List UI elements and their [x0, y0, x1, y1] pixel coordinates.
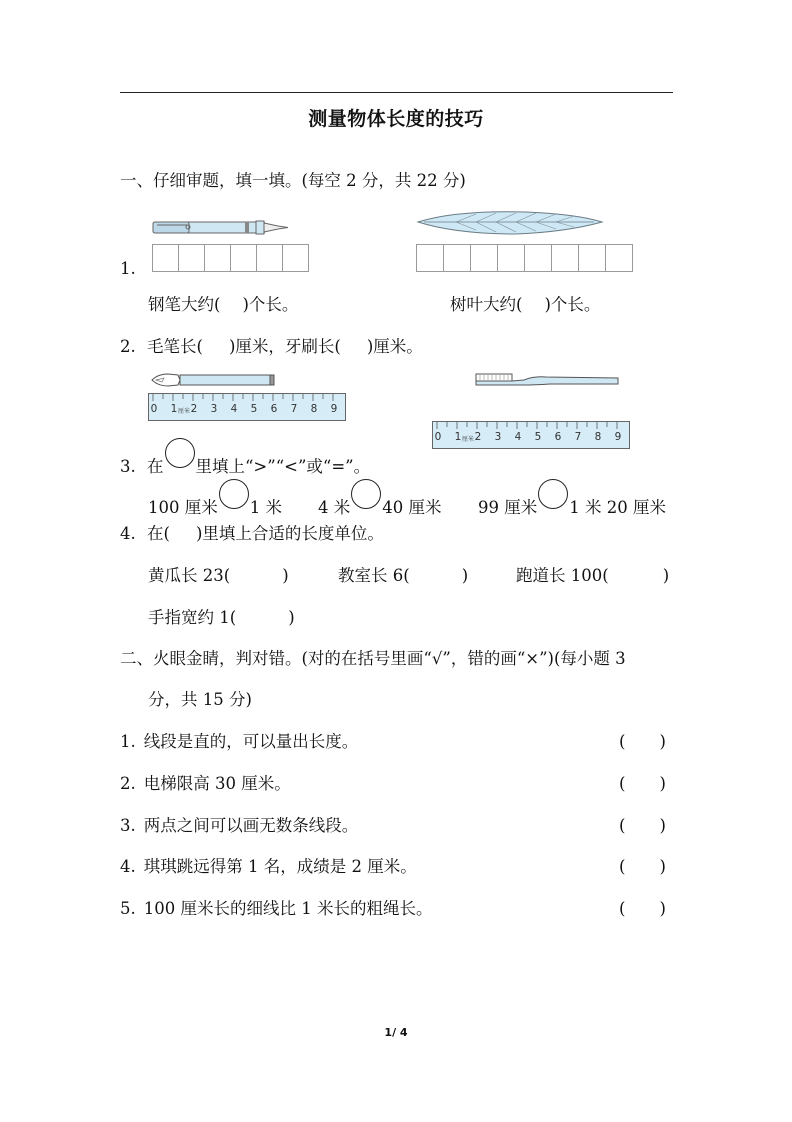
judge-answer-5[interactable]: ( )	[619, 899, 666, 918]
q3-item-2: 4 米 40 厘米	[318, 487, 442, 519]
q4-item-2: 教室长 6( )	[338, 566, 469, 585]
page-title: 测量物体长度的技巧	[308, 108, 484, 130]
brush-pen-icon	[150, 372, 280, 388]
leaf-question-pre: 树叶大约(	[450, 295, 523, 314]
compare-circle[interactable]	[538, 479, 568, 509]
q3-item-1: 100 厘米 1 米	[148, 487, 282, 519]
judge-item-2: 2. 电梯限高 30 厘米。	[120, 774, 291, 793]
q3-number: 3.	[120, 457, 136, 476]
section2-heading-line1: 二、火眼金睛，判对错。(对的在括号里画“√”，错的画“×”)(每小题 3	[120, 649, 626, 668]
grid-cell	[231, 245, 257, 271]
pen-question	[148, 294, 298, 316]
grid-cell	[471, 245, 498, 271]
q2-text-a: 毛笔长(	[147, 337, 203, 356]
judge-answer-4[interactable]: ( )	[619, 857, 666, 876]
leaf-question	[450, 294, 600, 316]
ruler-ticks	[433, 422, 631, 430]
grid-cell	[205, 245, 231, 271]
judge-item-1: 1. 线段是直的，可以量出长度。	[120, 732, 359, 751]
q4-item-4: 手指宽约 1( )	[148, 608, 295, 627]
grid-cell	[417, 245, 444, 271]
grid-cell	[179, 245, 205, 271]
q2-text-b: )厘米，牙刷长(	[228, 337, 341, 356]
grid-cell	[525, 245, 552, 271]
q2-text-c: )厘米。	[366, 337, 423, 356]
judge-answer-3[interactable]: ( )	[619, 816, 666, 835]
pen-question-post: )个长。	[242, 295, 299, 314]
grid-cell	[283, 245, 309, 271]
toothbrush-icon	[474, 372, 622, 388]
fountain-pen-icon	[152, 219, 292, 237]
page-number: 1/ 4	[384, 1026, 408, 1039]
grid-cell	[579, 245, 606, 271]
leaf-grid	[416, 244, 633, 272]
header-rule	[120, 92, 673, 93]
leaf-icon	[416, 208, 606, 238]
grid-cell	[257, 245, 283, 271]
q3-prompt: 3. 在 里填上“>”“<”或“=”。	[120, 446, 370, 478]
pen-grid	[152, 244, 309, 272]
judge-answer-1[interactable]: ( )	[619, 732, 666, 751]
grid-cell	[552, 245, 579, 271]
circle-icon	[165, 438, 195, 468]
judge-item-5: 5. 100 厘米长的细线比 1 米长的粗绳长。	[120, 899, 433, 918]
ruler-ticks	[149, 394, 347, 402]
q2-line	[120, 336, 423, 358]
q1-number: 1.	[120, 259, 136, 278]
leaf-question-post: )个长。	[544, 295, 601, 314]
judge-answer-2[interactable]: ( )	[619, 774, 666, 793]
q4-number: 4.	[120, 524, 136, 543]
q4-item-3: 跑道长 100( )	[516, 566, 670, 585]
ruler-labels: 0 1 厘米 2 3 4 5 6 7 8 9	[434, 431, 622, 443]
pen-question-pre: 钢笔大约(	[148, 295, 221, 314]
grid-cell	[153, 245, 179, 271]
grid-cell	[444, 245, 471, 271]
section2-heading-line2: 分，共 15 分)	[148, 690, 252, 709]
q4-prompt: 4. 在( )里填上合适的长度单位。	[120, 524, 384, 543]
section1-heading: 一、仔细审题，填一填。(每空 2 分，共 22 分)	[120, 171, 466, 190]
judge-item-3: 3. 两点之间可以画无数条线段。	[120, 816, 359, 835]
grid-cell	[606, 245, 633, 271]
ruler-left	[148, 393, 346, 421]
ruler-labels: 0 1 厘米 2 3 4 5 6 7 8 9	[150, 403, 338, 415]
grid-cell	[498, 245, 525, 271]
q2-number: 2.	[120, 337, 136, 356]
compare-circle[interactable]	[351, 479, 381, 509]
ruler-right	[432, 421, 630, 449]
q4-item-1: 黄瓜长 23( )	[148, 566, 289, 585]
compare-circle[interactable]	[219, 479, 249, 509]
judge-item-4: 4. 琪琪跳远得第 1 名，成绩是 2 厘米。	[120, 857, 417, 876]
q3-item-3: 99 厘米 1 米 20 厘米	[478, 487, 666, 519]
